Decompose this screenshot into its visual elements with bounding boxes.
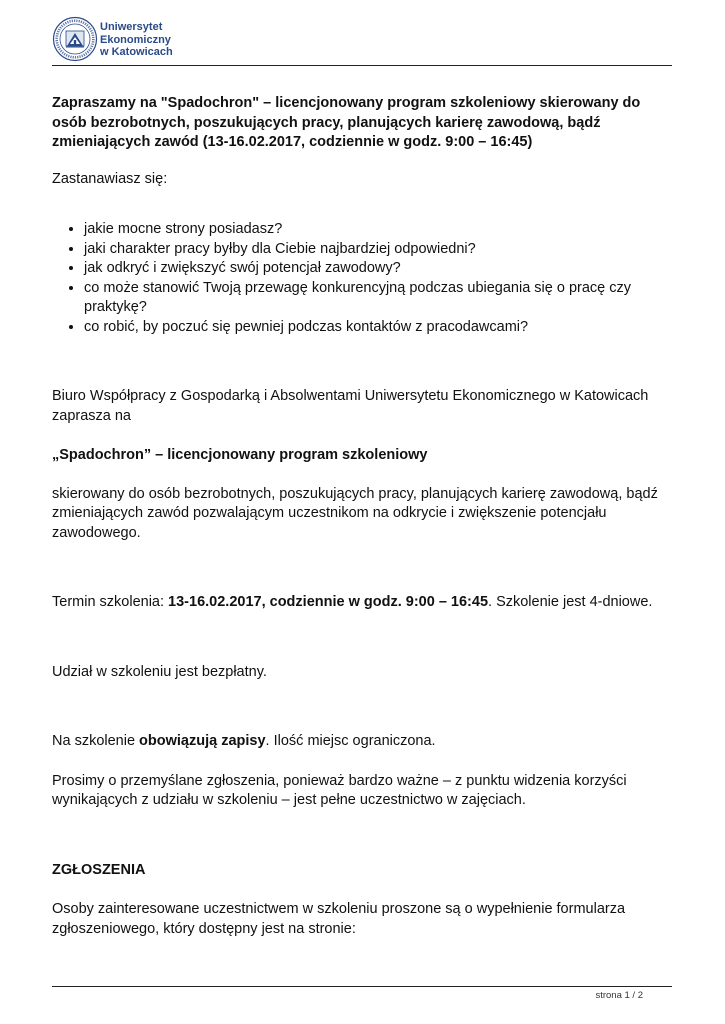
university-name-line-2: Ekonomiczny — [100, 33, 171, 46]
page-number: strona 1 / 2 — [595, 990, 643, 1001]
attendance-request: Prosimy o przemyślane zgłoszenia, ponieważ bardzo ważne – z punktu widzenia korzyści wynikających z udziału w szkoleniu – jest pełne uczestnictwo w zajęciach. — [52, 772, 627, 808]
header-divider — [52, 65, 672, 66]
registration-note-suffix: . Ilość miejsc ograniczona. — [265, 733, 436, 749]
program-title: „Spadochron” – licencjonowany program szkoleniowy — [52, 447, 428, 463]
program-description: skierowany do osób bezrobotnych, poszukujących pracy, planujących karierę zawodową, bądź zmieniających zawód pozwalającym uczestnikom na odkrycie i zwiększenie potencjału zawodowego. — [52, 485, 658, 541]
registration-note-bold: obowiązują zapisy — [139, 733, 266, 749]
registration-note — [52, 732, 672, 752]
list-item: • co może stanowić Twoją przewagę konkurencyjną podczas ubiegania się o pracę czy praktykę? — [84, 279, 672, 318]
list-item: • co robić, by poczuć się pewniej podczas kontaktów z pracodawcami? — [84, 318, 672, 338]
university-name-line-1: Uniwersytet — [100, 21, 163, 33]
questions-list — [52, 220, 672, 337]
page-header — [52, 16, 672, 62]
document-body — [52, 94, 672, 939]
training-dates-value: 13-16.02.2017, codziennie w godz. 9:00 – 16:45 — [168, 594, 489, 610]
applications-heading: ZGŁOSZENIA — [52, 861, 146, 878]
list-item: • jaki charakter pracy byłby dla Ciebie najbardziej odpowiedni? — [84, 240, 672, 260]
training-dates-label: Termin szkolenia: — [52, 594, 169, 610]
university-name — [100, 21, 173, 59]
list-item: • jakie mocne strony posiadasz? — [84, 220, 672, 240]
university-seal-logo — [52, 16, 98, 62]
training-dates — [52, 593, 672, 613]
participation-free-note: Udział w szkoleniu jest bezpłatny. — [52, 663, 267, 680]
document-title: Zapraszamy na "Spadochron" – licencjonowany program szkoleniowy skierowany do osób bezrobotnych, poszukujących pracy, planujących karierę zawodową, bądź zmieniających zawód (13-16.02.2017, codziennie w godz. 9:00 – 16:45) — [52, 95, 641, 150]
intro-text: Zastanawiasz się: — [52, 170, 168, 187]
footer-divider — [52, 986, 672, 987]
office-invitation: Biuro Współpracy z Gospodarką i Absolwentami Uniwersytetu Ekonomicznego w Katowicach zaprasza na — [52, 388, 649, 424]
registration-note-prefix: Na szkolenie — [52, 733, 140, 749]
training-dates-suffix: . Szkolenie jest 4-dniowe. — [488, 594, 653, 610]
university-name-line-3: w Katowicach — [100, 46, 173, 58]
list-item: • jak odkryć i zwiększyć swój potencjał zawodowy? — [84, 259, 672, 279]
applications-instructions: Osoby zainteresowane uczestnictwem w szkoleniu proszone są o wypełnienie formularza zgłoszeniowego, który dostępny jest na stronie: — [52, 901, 626, 937]
